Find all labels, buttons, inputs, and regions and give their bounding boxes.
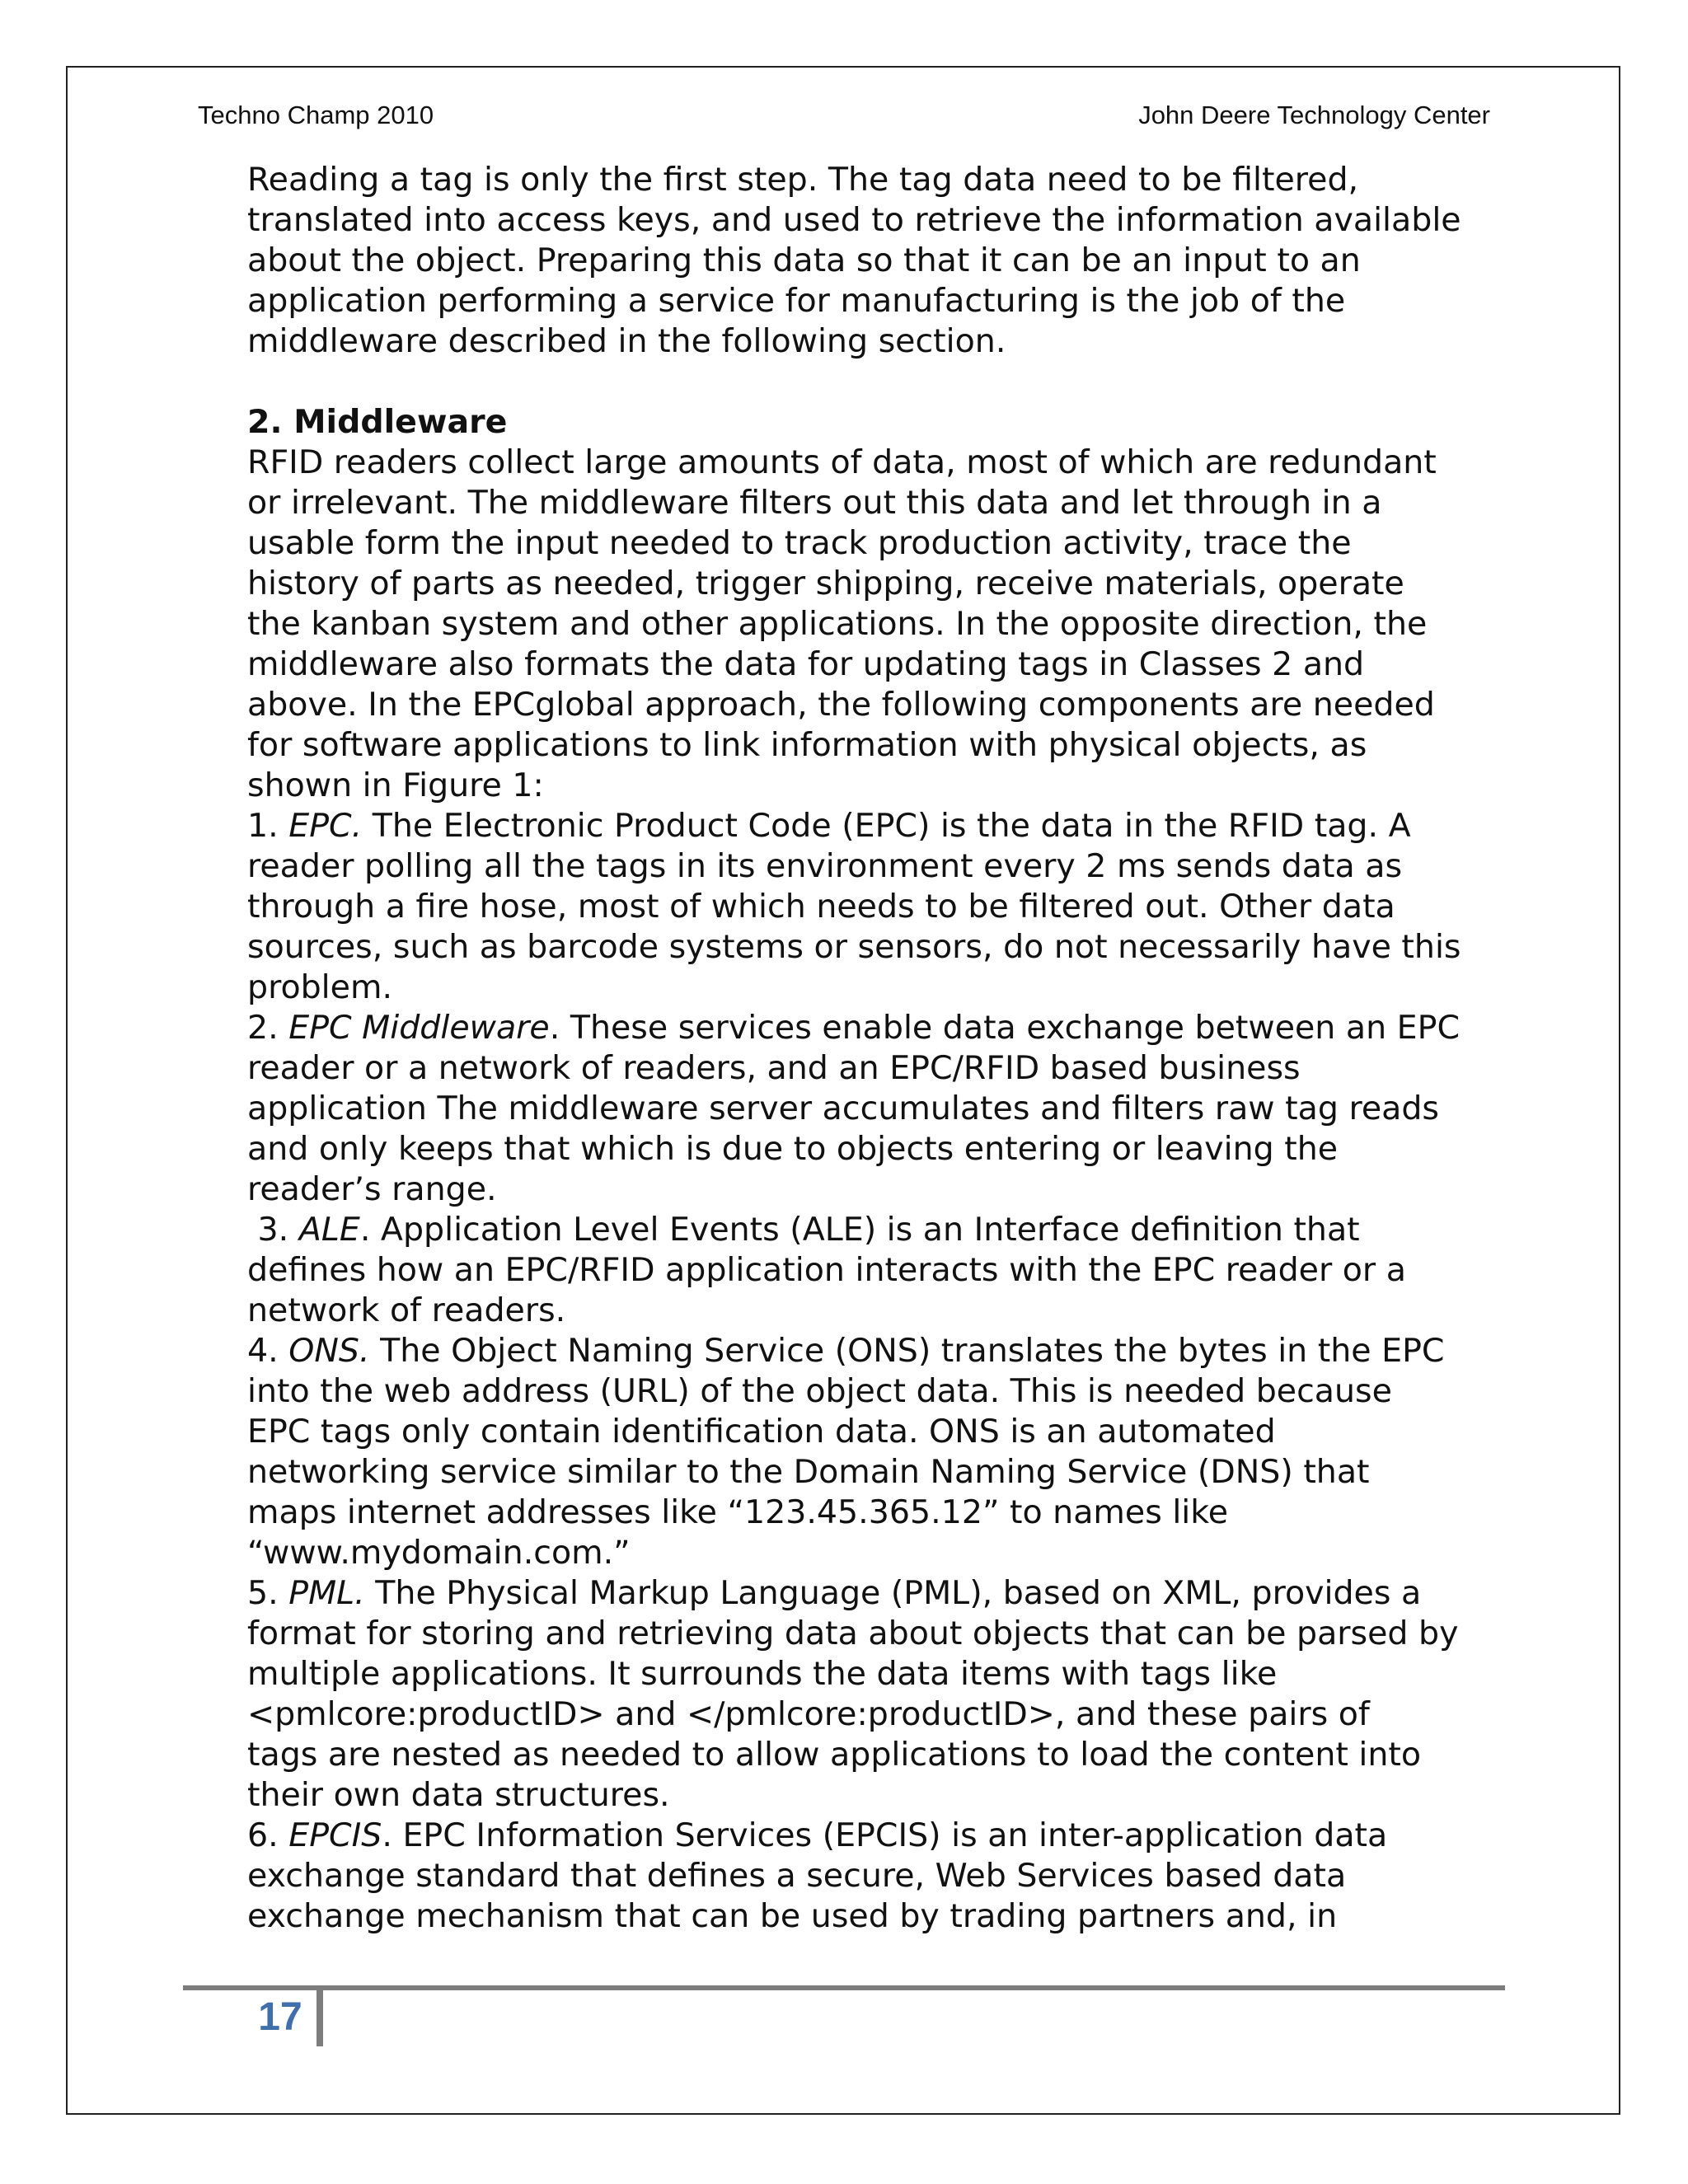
footer-page-divider — [316, 1985, 323, 2046]
text-line: defines how an EPC/RFID application interacts with the EPC reader or a — [247, 1251, 1406, 1289]
item-number: 1. — [247, 807, 279, 845]
text-line: history of parts as needed, trigger shipping, receive materials, operate — [247, 565, 1404, 602]
text-line: reader’s range. — [247, 1170, 497, 1208]
item-first-line — [247, 1331, 1500, 1371]
text-line: into the web address (URL) of the object data. This is needed because — [247, 1372, 1392, 1410]
text-line: usable form the input needed to track production activity, trace the — [247, 524, 1352, 562]
text-line: above. In the EPCglobal approach, the following components are needed — [247, 686, 1435, 724]
list-item-epcis — [247, 1816, 1500, 1937]
item-first-line — [247, 1573, 1500, 1614]
text-line: for software applications to link information with physical objects, as — [247, 726, 1367, 764]
list-item-epc-middleware — [247, 1008, 1500, 1210]
list-item-ale — [247, 1210, 1500, 1331]
item-first-line — [247, 806, 1500, 846]
item-text: The Electronic Product Code (EPC) is the data in the RFID tag. A — [362, 807, 1411, 845]
footer-divider — [183, 1985, 1505, 1990]
item-term: EPCIS — [288, 1816, 382, 1854]
section-paragraph — [247, 443, 1500, 806]
item-term: EPC. — [288, 807, 363, 845]
text-line: middleware also formats the data for updating tags in Classes 2 and — [247, 645, 1365, 683]
item-number: 2. — [247, 1009, 279, 1047]
text-line: shown in Figure 1: — [247, 766, 544, 804]
item-text: . These services enable data exchange between an EPC — [549, 1009, 1461, 1047]
item-number: 5. — [247, 1574, 279, 1612]
text-line: translated into access keys, and used to retrieve the information available — [247, 201, 1461, 239]
item-number: 4. — [247, 1332, 279, 1370]
text-line: “www.mydomain.com.” — [247, 1534, 631, 1572]
item-term: ONS. — [288, 1332, 370, 1370]
text-line: EPC tags only contain identification data. ONS is an automated — [247, 1413, 1276, 1451]
header-title-right: John Deere Technology Center — [1138, 101, 1490, 129]
list-item-epc — [247, 806, 1500, 1008]
item-text: The Object Naming Service (ONS) translates the bytes in the EPC — [369, 1332, 1445, 1370]
text-line: the kanban system and other applications. In the opposite direction, the — [247, 605, 1428, 643]
text-line: format for storing and retrieving data about objects that can be parsed by — [247, 1615, 1459, 1652]
list-item-pml — [247, 1573, 1500, 1816]
list-item-ons — [247, 1331, 1500, 1573]
text-line: middleware described in the following section. — [247, 322, 1006, 360]
section-heading: 2. Middleware — [247, 403, 508, 441]
item-first-line — [247, 1008, 1500, 1048]
item-first-line — [247, 1816, 1500, 1856]
text-line: or irrelevant. The middleware filters out this data and let through in a — [247, 484, 1382, 522]
text-line: and only keeps that which is due to objects entering or leaving the — [247, 1130, 1339, 1168]
text-line: through a fire hose, most of which needs to be filtered out. Other data — [247, 888, 1395, 926]
item-text: The Physical Markup Language (PML), based on XML, provides a — [364, 1574, 1422, 1612]
text-line: application performing a service for manufacturing is the job of the — [247, 282, 1346, 320]
text-line: exchange standard that defines a secure, Web Services based data — [247, 1857, 1347, 1895]
text-line: reader or a network of readers, and an EPC/RFID based business — [247, 1049, 1301, 1087]
text-line: application The middleware server accumulates and filters raw tag reads — [247, 1090, 1440, 1127]
text-line: their own data structures. — [247, 1776, 670, 1814]
item-text: . Application Level Events (ALE) is an Interface definition that — [359, 1211, 1360, 1249]
text-line: multiple applications. It surrounds the data items with tags like — [247, 1655, 1278, 1693]
item-text: . EPC Information Services (EPCIS) is an inter-application data — [382, 1816, 1388, 1854]
text-line: network of readers. — [247, 1291, 566, 1329]
item-first-line — [247, 1210, 1500, 1250]
page-number: 17 — [258, 1995, 302, 2039]
item-term: ALE — [298, 1211, 360, 1249]
text-line: exchange mechanism that can be used by trading partners and, in — [247, 1897, 1338, 1935]
item-number: 6. — [247, 1816, 279, 1854]
intro-paragraph — [247, 160, 1500, 362]
item-number: 3. — [247, 1211, 289, 1249]
text-line: about the object. Preparing this data so that it can be an input to an — [247, 241, 1361, 279]
text-line: <pmlcore:productID> and </pmlcore:productID>, and these pairs of — [247, 1695, 1370, 1733]
text-line: networking service similar to the Domain Naming Service (DNS) that — [247, 1453, 1370, 1491]
item-term: PML. — [288, 1574, 365, 1612]
text-line: maps internet addresses like “123.45.365.12” to names like — [247, 1493, 1229, 1531]
text-line: tags are nested as needed to allow applications to load the content into — [247, 1736, 1422, 1774]
header-title-left: Techno Champ 2010 — [198, 101, 434, 129]
text-line: RFID readers collect large amounts of data, most of which are redundant — [247, 443, 1437, 481]
text-line: problem. — [247, 968, 392, 1006]
item-term: EPC Middleware — [288, 1009, 550, 1047]
page-content — [247, 160, 1500, 1937]
text-line: reader polling all the tags in its environment every 2 ms sends data as — [247, 847, 1403, 885]
text-line: Reading a tag is only the first step. The tag data need to be filtered, — [247, 161, 1359, 199]
text-line: sources, such as barcode systems or sensors, do not necessarily have this — [247, 928, 1461, 966]
